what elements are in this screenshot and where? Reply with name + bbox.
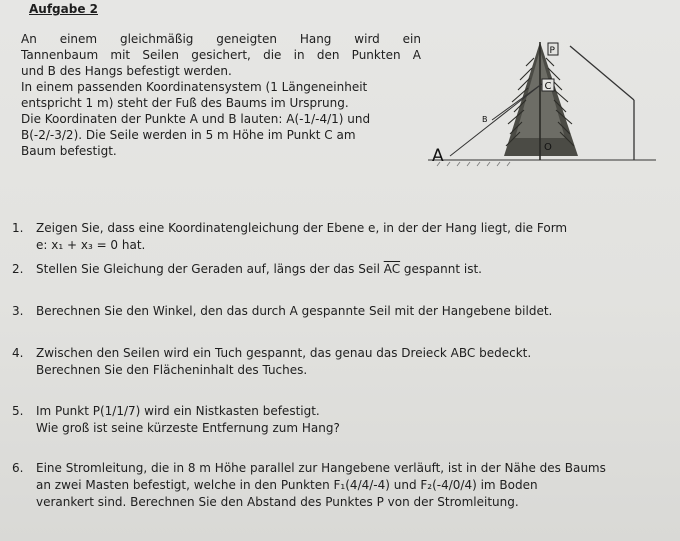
task-text-line: Eine Stromleitung, die in 8 m Höhe parallel zur Hangebene verläuft, ist in der Nähe des Baums — [36, 461, 606, 475]
task-number: 2. — [12, 262, 24, 276]
task-text-line: Wie groß ist seine kürzeste Entfernung zum Hang? — [36, 421, 340, 435]
task-number: 6. — [12, 461, 24, 475]
label-o: O — [544, 142, 552, 153]
task-number: 5. — [12, 404, 24, 418]
tree-slope-figure — [420, 28, 660, 178]
task-text-line: Berechnen Sie den Winkel, den das durch A gespannte Seil mit der Hangebene bildet. — [36, 304, 553, 318]
task-text-line: e: x₁ + x₃ = 0 hat. — [36, 238, 146, 252]
intro-line: entspricht 1 m) steht der Fuß des Baums im Ursprung. — [21, 96, 349, 110]
task-text-line: verankert sind. Berechnen Sie den Abstand des Punktes P von der Stromleitung. — [36, 495, 519, 509]
intro-line: Tannenbaum mit Seilen gesichert, die in den Punkten A — [21, 48, 421, 62]
intro-line: In einem passenden Koordinatensystem (1 Längeneinheit — [21, 80, 368, 94]
label-p: P — [549, 46, 555, 56]
fir-tree-drawing — [504, 42, 578, 160]
frame-diagonal — [570, 46, 634, 100]
task-text-line: Im Punkt P(1/1/7) wird ein Nistkasten befestigt. — [36, 404, 320, 418]
exercise-title: Aufgabe 2 — [29, 2, 98, 16]
label-a: A — [432, 146, 444, 166]
intro-line: Baum befestigt. — [21, 144, 117, 158]
intro-line: An einem gleichmäßig geneigten Hang wird ein — [21, 32, 421, 46]
label-c: C — [544, 81, 552, 92]
task-text: Stellen Sie Gleichung der Geraden auf, längs der das Seil — [36, 262, 384, 276]
task-number: 4. — [12, 346, 24, 360]
intro-line: B(-2/-3/2). Die Seile werden in 5 m Höhe im Punkt C am — [21, 128, 356, 142]
intro-line: Die Koordinaten der Punkte A und B lauten: A(-1/-4/1) und — [21, 112, 371, 126]
task-text-line — [36, 261, 656, 278]
slope-hatch — [437, 162, 510, 166]
intro-paragraph — [21, 31, 421, 159]
task-text: gespannt ist. — [400, 262, 482, 276]
task-text-line: Zwischen den Seilen wird ein Tuch gespannt, das genau das Dreieck ABC bedeckt. — [36, 346, 532, 360]
task-text-line: Berechnen Sie den Flächeninhalt des Tuches. — [36, 363, 308, 377]
task-text-line: Zeigen Sie, dass eine Koordinatengleichung der Ebene e, in der der Hang liegt, die Form — [36, 221, 568, 235]
segment-ac: $\overline{AC}$ — [383, 262, 401, 276]
intro-line: und B des Hangs befestigt werden. — [21, 64, 232, 78]
task-text-line: an zwei Masten befestigt, welche in den Punkten F₁(4/4/-4) und F₂(-4/0/4) im Boden — [36, 478, 538, 492]
label-b: B — [482, 115, 488, 124]
task-number: 3. — [12, 304, 24, 318]
task-number: 1. — [12, 221, 24, 235]
